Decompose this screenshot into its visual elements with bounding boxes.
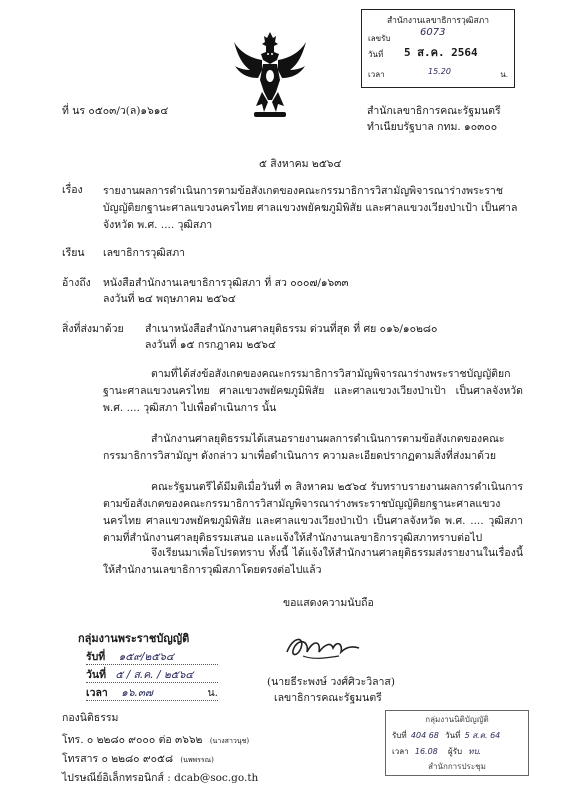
legal-stamp-title: กลุ่มงานพระราชบัญญัติ: [78, 633, 190, 645]
legal-stamp-recv-label: รับที่: [86, 651, 106, 663]
stamp-time-value: 15.20: [428, 67, 451, 76]
legal-stamp-recv-value: ๑๕๙/๒๕๖๔: [118, 651, 174, 663]
sender-address: ทำเนียบรัฐบาล กทม. ๑๐๓๐๐: [367, 121, 498, 133]
bottom-stamp-recv-row: [392, 731, 522, 742]
stamp-date-value: 5 ส.ค. 2564: [404, 46, 478, 59]
legal-stamp: [78, 632, 222, 702]
subject-label: เรื่อง: [62, 184, 83, 196]
bottom-stamp-by-value: ทบ.: [468, 747, 482, 756]
sender-office: สำนักเลขาธิการคณะรัฐมนตรี: [367, 105, 501, 117]
stamp-number-label: เลขรับ: [368, 34, 391, 43]
stamp-time-suffix: น.: [500, 70, 508, 79]
letter-date: ๕ สิงหาคม ๒๕๖๔: [259, 158, 342, 170]
contact-phone-row: [62, 733, 249, 747]
bottom-stamp-time-value: 16.08: [414, 747, 438, 756]
contact-fax: โทรสาร ๐ ๒๒๘๐ ๙๐๕๘: [62, 753, 174, 765]
enclosure-line-2: ลงวันที่ ๑๕ กรกฎาคม ๒๕๖๔: [145, 339, 276, 351]
legal-stamp-time-suffix: น.: [207, 687, 218, 699]
enclosure-line-1: สำเนาหนังสือสำนักงานศาลยุติธรรม ด่วนที่สุด ที่ ศย ๐๑๖/๑๐๒๘๐: [145, 323, 438, 335]
bottom-stamp-office: กลุ่มงานนิติบัญญัติ: [425, 715, 489, 724]
legal-stamp-date-row: [86, 668, 218, 683]
body-paragraph-2: สำนักงานศาลยุติธรรมได้เสนอรายงานผลการดำเนินการตามข้อสังเกตของคณะกรรมาธิการวิสามัญฯ ดังกล่าว มาเพื่อดำเนินการ ความละเอียดปรากฏตามสิ่งที่ส่งมาด้วย: [103, 433, 505, 462]
bottom-stamp-recv-label: รับที่: [392, 731, 407, 740]
reference-line-2: ลงวันที่ ๒๔ พฤษภาคม ๒๕๖๔: [103, 293, 236, 305]
to-text: เลขาธิการวุฒิสภา: [103, 247, 186, 259]
contact-fax-note: (นพพรรณ): [180, 756, 214, 764]
stamp-time-row: [368, 67, 508, 81]
legal-stamp-time-label: เวลา: [86, 687, 108, 699]
bottom-stamp-footer: สำนักการประชุม: [428, 762, 486, 771]
contact-division: กองนิติธรรม: [62, 712, 119, 724]
signer-name: (นายธีระพงษ์ วงศ์ศิวะวิลาส): [267, 676, 395, 688]
legal-stamp-time-value: ๑๖.๓๗: [121, 687, 153, 699]
subject-text: รายงานผลการดำเนินการตามข้อสังเกตของคณะกรรมาธิการวิสามัญพิจารณาร่างพระราชบัญญัติยกฐานะศาลแขวงนครไทย ศาลแขวงพยัคฆภูมิพิสัย และศาลแขวงเวียงป่าเป้า เป็นศาลจังหวัด พ.ศ. .... วุฒิสภา: [103, 185, 518, 231]
reference-label: อ้างถึง: [62, 277, 91, 289]
stamp-time-label: เวลา: [368, 70, 385, 79]
legal-stamp-date-value: ๕ / ส.ค. / ๒๕๖๔: [115, 669, 194, 681]
reference-number: ที่ นร ๐๕๐๓/ว(ล)๑๖๑๔: [62, 105, 169, 117]
closing-salutation: ขอแสดงความนับถือ: [283, 597, 374, 609]
body-paragraph-4: จึงเรียนมาเพื่อโปรดทราบ ทั้งนี้ ได้แจ้งให้สำนักงานศาลยุติธรรมส่งรายงานในเรื่องนี้ให้สำนักงานเลขาธิการวุฒิสภาโดยตรงต่อไปแล้ว: [103, 547, 523, 576]
enclosure-label: สิ่งที่ส่งมาด้วย: [62, 323, 124, 335]
bottom-stamp-date-value: 5 ส.ค. 64: [464, 731, 501, 740]
contact-phone: โทร. ๐ ๒๒๘๐ ๙๐๐๐ ต่อ ๓๖๖๒: [62, 734, 203, 746]
signature: [283, 630, 363, 666]
garuda-emblem-icon: [232, 30, 308, 120]
reference-line-1: หนังสือสำนักงานเลขาธิการวุฒิสภา ที่ สว ๐๐๐๗/๑๖๓๓: [103, 277, 349, 289]
bottom-stamp-recv-value: 404 68: [410, 731, 439, 740]
body-paragraph-3: คณะรัฐมนตรีได้มีมติเมื่อวันที่ ๓ สิงหาคม ๒๕๖๔ รับทราบรายงานผลการดำเนินการตามข้อสังเกตของคณะกรรมาธิการวิสามัญพิจารณาร่างพระราชบัญญัติยกฐานะศาลแขวงนครไทย ศาลแขวงพยัคฆภูมิพิสัย และศาลแขวงเวียงป่าเป้า เป็นศาลจังหวัด พ.ศ. .... วุฒิสภา ตามที่สำนักงานศาลยุติธรรมเสนอ และแจ้งให้สำนักงานเลขาธิการวุฒิสภาทราบต่อไป: [103, 481, 523, 544]
legal-stamp-date-label: วันที่: [86, 669, 106, 681]
stamp-date-label: วันที่: [368, 50, 384, 59]
bottom-stamp-time-label: เวลา: [392, 747, 409, 756]
contact-email: ไปรษณีย์อิเล็กทรอนิกส์ : dcab@soc.go.th: [62, 772, 259, 784]
contact-phone-note: (นางสาวนุช): [209, 737, 250, 745]
receipt-stamp-bottom: [385, 710, 529, 776]
stamp-number-value: 6073: [420, 27, 446, 38]
body-paragraph-1: ตามที่ได้ส่งข้อสังเกตของคณะกรรมาธิการวิสามัญพิจารณาร่างพระราชบัญญัติยกฐานะศาลแขวงนครไทย ศาลแขวงพยัคฆภูมิพิสัย และศาลแขวงเวียงป่าเป้า เป็นศาลจังหวัด พ.ศ. .... วุฒิสภา ไปเพื่อดำเนินการ นั้น: [103, 368, 523, 414]
bottom-stamp-date-label: วันที่: [445, 731, 461, 740]
receipt-stamp-top: [361, 9, 515, 88]
legal-stamp-time-row: [86, 686, 218, 701]
bottom-stamp-time-row: [392, 747, 522, 758]
stamp-office: สำนักงานเลขาธิการวุฒิสภา: [386, 15, 490, 25]
to-label: เรียน: [62, 247, 85, 259]
stamp-date-row: [368, 46, 508, 61]
legal-stamp-recv-row: [86, 650, 218, 665]
bottom-stamp-by-label: ผู้รับ: [448, 747, 463, 756]
contact-fax-row: [62, 752, 214, 766]
signer-title: เลขาธิการคณะรัฐมนตรี: [274, 692, 382, 704]
stamp-number-row: [368, 27, 508, 45]
